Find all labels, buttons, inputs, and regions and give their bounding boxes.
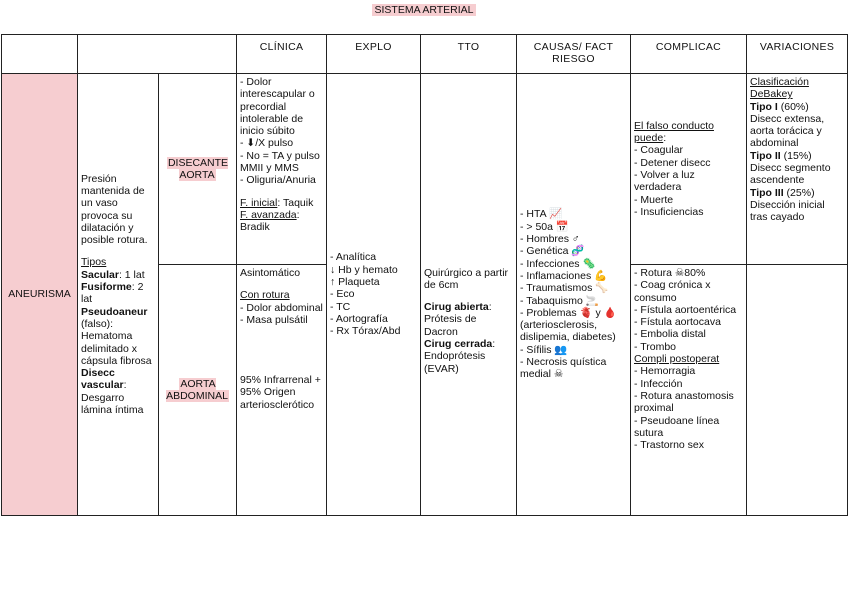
header-causas: CAUSAS/ FACT RIESGO: [517, 35, 631, 74]
header-clinica: CLÍNICA: [237, 35, 327, 74]
explo-cell: - Analítica ↓ Hb y hemato ↑ Plaqueta - Eco - TC - Aortografía - Rx Tórax/Abd: [327, 74, 421, 516]
complicac-abdominal: - Rotura ☠80% - Coag crónica x consumo - Fístula aortoentérica - Fístula aortocava - Embolia distal - Trombo Compli postoperat - Hemorragia - Infección - Rotura anastomosis proximal - Pseudoane línea sutura - Trastorno sex: [631, 265, 747, 516]
header-explo: EXPLO: [327, 35, 421, 74]
subtype-abdominal: AORTA ABDOMINAL: [159, 265, 237, 516]
header-cell-empty: [2, 35, 78, 74]
tto-top: [421, 74, 517, 265]
definition-cell: Presión mantenida de un vaso provoca su dilatación y posible rotura. Tipos Sacular: 1 lat Fusiforme: 2 lat Pseudoaneur (falso): Hematoma delimitado x cápsula fibrosa Disecc vascular: Desgarro lámina íntima: [78, 74, 159, 516]
tto-cell: Quirúrgico a partir de 6cm Cirug abierta: Prótesis de Dacron Cirug cerrada: Endoprótesis (EVAR): [421, 265, 517, 516]
arterial-table: [1, 34, 848, 516]
clinica-abdominal: Asintomático Con rotura - Dolor abdominal - Masa pulsátil 95% Infrarrenal + 95% Origen arteriosclerótico: [237, 265, 327, 516]
header-cell-empty-2: [78, 35, 237, 74]
header-complicac: COMPLICAC: [631, 35, 747, 74]
variaciones-abdominal: [747, 265, 848, 516]
header-tto: TTO: [421, 35, 517, 74]
header-variaciones: VARIACIONES: [747, 35, 848, 74]
page-title: SISTEMA ARTERIAL: [374, 4, 474, 16]
table-row: [2, 74, 848, 265]
variaciones-disecante: Clasificación DeBakey Tipo I (60%) Disecc extensa, aorta torácica y abdominal Tipo II (15%) Disecc segmento ascendente Tipo III (25%) Disección inicial tras cayado: [747, 74, 848, 265]
clinica-disecante: - Dolor interescapular o precordial intolerable de inicio súbito - ⬇/X pulso - No = TA y pulso MMII y MMS - Oliguria/Anuria F. inicial: Taquik F. avanzada: Bradik: [237, 74, 327, 265]
header-row: [2, 35, 848, 74]
complicac-disecante: El falso conducto puede: - Coagular - Detener disecc - Volver a luz verdadera - Muerte - Insuficiencias: [631, 74, 747, 265]
subtype-disecante: DISECANTE AORTA: [159, 74, 237, 265]
row-label-aneurisma: ANEURISMA: [2, 74, 78, 516]
causas-cell: - HTA 📈 - > 50a 📅 - Hombres ♂ - Genética 🧬 - Infecciones 🦠 - Inflamaciones 💪 - Traumatismos 🦴 - Tabaquismo 🚬 - Problemas 🫀 y 🩸 (arteriosclerosis, dislipemia, diabetes) - Sífilis 👥 - Necrosis quística medial ☠: [517, 74, 631, 516]
